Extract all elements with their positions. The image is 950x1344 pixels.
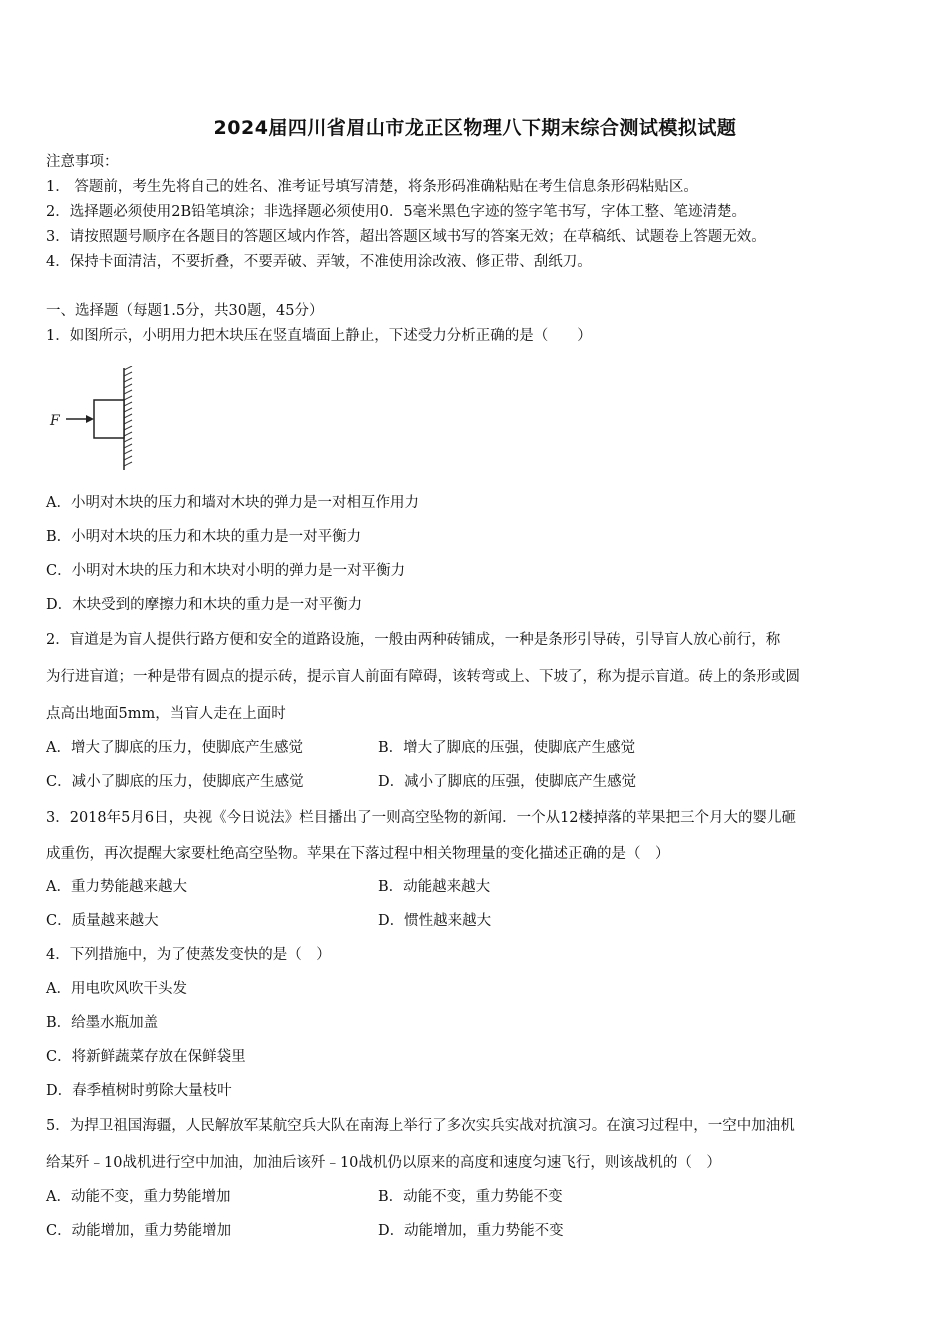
option-b: B．给墨水瓶加盖 — [46, 1015, 159, 1031]
option-b: B．动能不变，重力势能不变 — [378, 1189, 563, 1205]
option-a: A．动能不变，重力势能增加 — [46, 1189, 231, 1205]
option-d: D．动能增加，重力势能不变 — [378, 1223, 564, 1239]
option-a: A．重力势能越来越大 — [46, 879, 187, 895]
option-c: C．动能增加，重力势能增加 — [46, 1223, 232, 1239]
option-b: B．增大了脚底的压强，使脚底产生感觉 — [378, 740, 636, 756]
option-c: C．减小了脚底的压力，使脚底产生感觉 — [46, 774, 304, 790]
wooden-block — [94, 400, 124, 438]
option-c: C．小明对木块的压力和木块对小明的弹力是一对平衡力 — [46, 563, 406, 579]
notice-item: 3．请按照题号顺序在各题目的答题区域内作答，超出答题区域书写的答案无效；在草稿纸、试题卷上答题无效。 — [46, 229, 766, 245]
option-c: C．质量越来越大 — [46, 913, 159, 929]
force-arrow-head — [86, 415, 94, 423]
option-c: C．将新鲜蔬菜存放在保鲜袋里 — [46, 1049, 246, 1065]
notice-heading: 注意事项： — [46, 154, 119, 170]
question-stem: 给某歼﹣10战机进行空中加油，加油后该歼﹣10战机仍以原来的高度和速度匀速飞行，则该战机的（ ） — [46, 1155, 721, 1171]
question-stem: 3．2018年5月6日，央视《今日说法》栏目播出了一则高空坠物的新闻．一个从12楼掉落的苹果把三个月大的婴儿砸 — [46, 810, 797, 826]
option-d: D．木块受到的摩擦力和木块的重力是一对平衡力 — [46, 597, 363, 613]
question-stem: 成重伤，再次提醒大家要杜绝高空坠物。苹果在下落过程中相关物理量的变化描述正确的是（ ） — [46, 846, 670, 862]
notice-item: 4．保持卡面清洁，不要折叠，不要弄破、弄皱，不准使用涂改液、修正带、刮纸刀。 — [46, 254, 592, 270]
option-b: B．小明对木块的压力和木块的重力是一对平衡力 — [46, 529, 362, 545]
option-a: A．增大了脚底的压力，使脚底产生感觉 — [46, 740, 303, 756]
question-stem: 为行进盲道；一种是带有圆点的提示砖，提示盲人前面有障碍，该转弯或上、下坡了，称为提示盲道。砖上的条形或圆 — [46, 669, 800, 685]
page-title: 2024届四川省眉山市龙正区物理八下期末综合测试模拟试题 — [213, 117, 737, 139]
option-d: D．减小了脚底的压强，使脚底产生感觉 — [378, 774, 637, 790]
notice-item: 1． 答题前，考生先将自己的姓名、准考证号填写清楚，将条形码准确粘贴在考生信息条形码粘贴区。 — [46, 179, 698, 195]
option-b: B．动能越来越大 — [378, 879, 491, 895]
question-stem: 4．下列措施中，为了使蒸发变快的是（ ） — [46, 947, 331, 963]
question-stem: 2．盲道是为盲人提供行路方便和安全的道路设施，一般由两种砖铺成，一种是条形引导砖，引导盲人放心前行，称 — [46, 632, 781, 648]
option-d: D．惯性越来越大 — [378, 913, 492, 929]
force-diagram — [44, 366, 144, 476]
question-stem: 5．为捍卫祖国海疆，人民解放军某航空兵大队在南海上举行了多次实兵实战对抗演习。在演习过程中，一空中加油机 — [46, 1118, 795, 1134]
option-a: A．小明对木块的压力和墙对木块的弹力是一对相互作用力 — [46, 495, 419, 511]
option-a: A．用电吹风吹干头发 — [46, 981, 187, 997]
question-stem: 点高出地面5mm，当盲人走在上面时 — [46, 706, 286, 722]
force-label: F — [50, 413, 60, 429]
section-heading: 一、选择题（每题1.5分，共30题，45分） — [46, 303, 324, 319]
wall-hatching — [124, 366, 132, 470]
option-d: D．春季植树时剪除大量枝叶 — [46, 1083, 232, 1099]
question-stem: 1．如图所示，小明用力把木块压在竖直墙面上静止，下述受力分析正确的是（ ） — [46, 328, 592, 344]
notice-item: 2．选择题必须使用2B铅笔填涂；非选择题必须使用0．5毫米黑色字迹的签字笔书写，字体工整、笔迹清楚。 — [46, 204, 747, 220]
